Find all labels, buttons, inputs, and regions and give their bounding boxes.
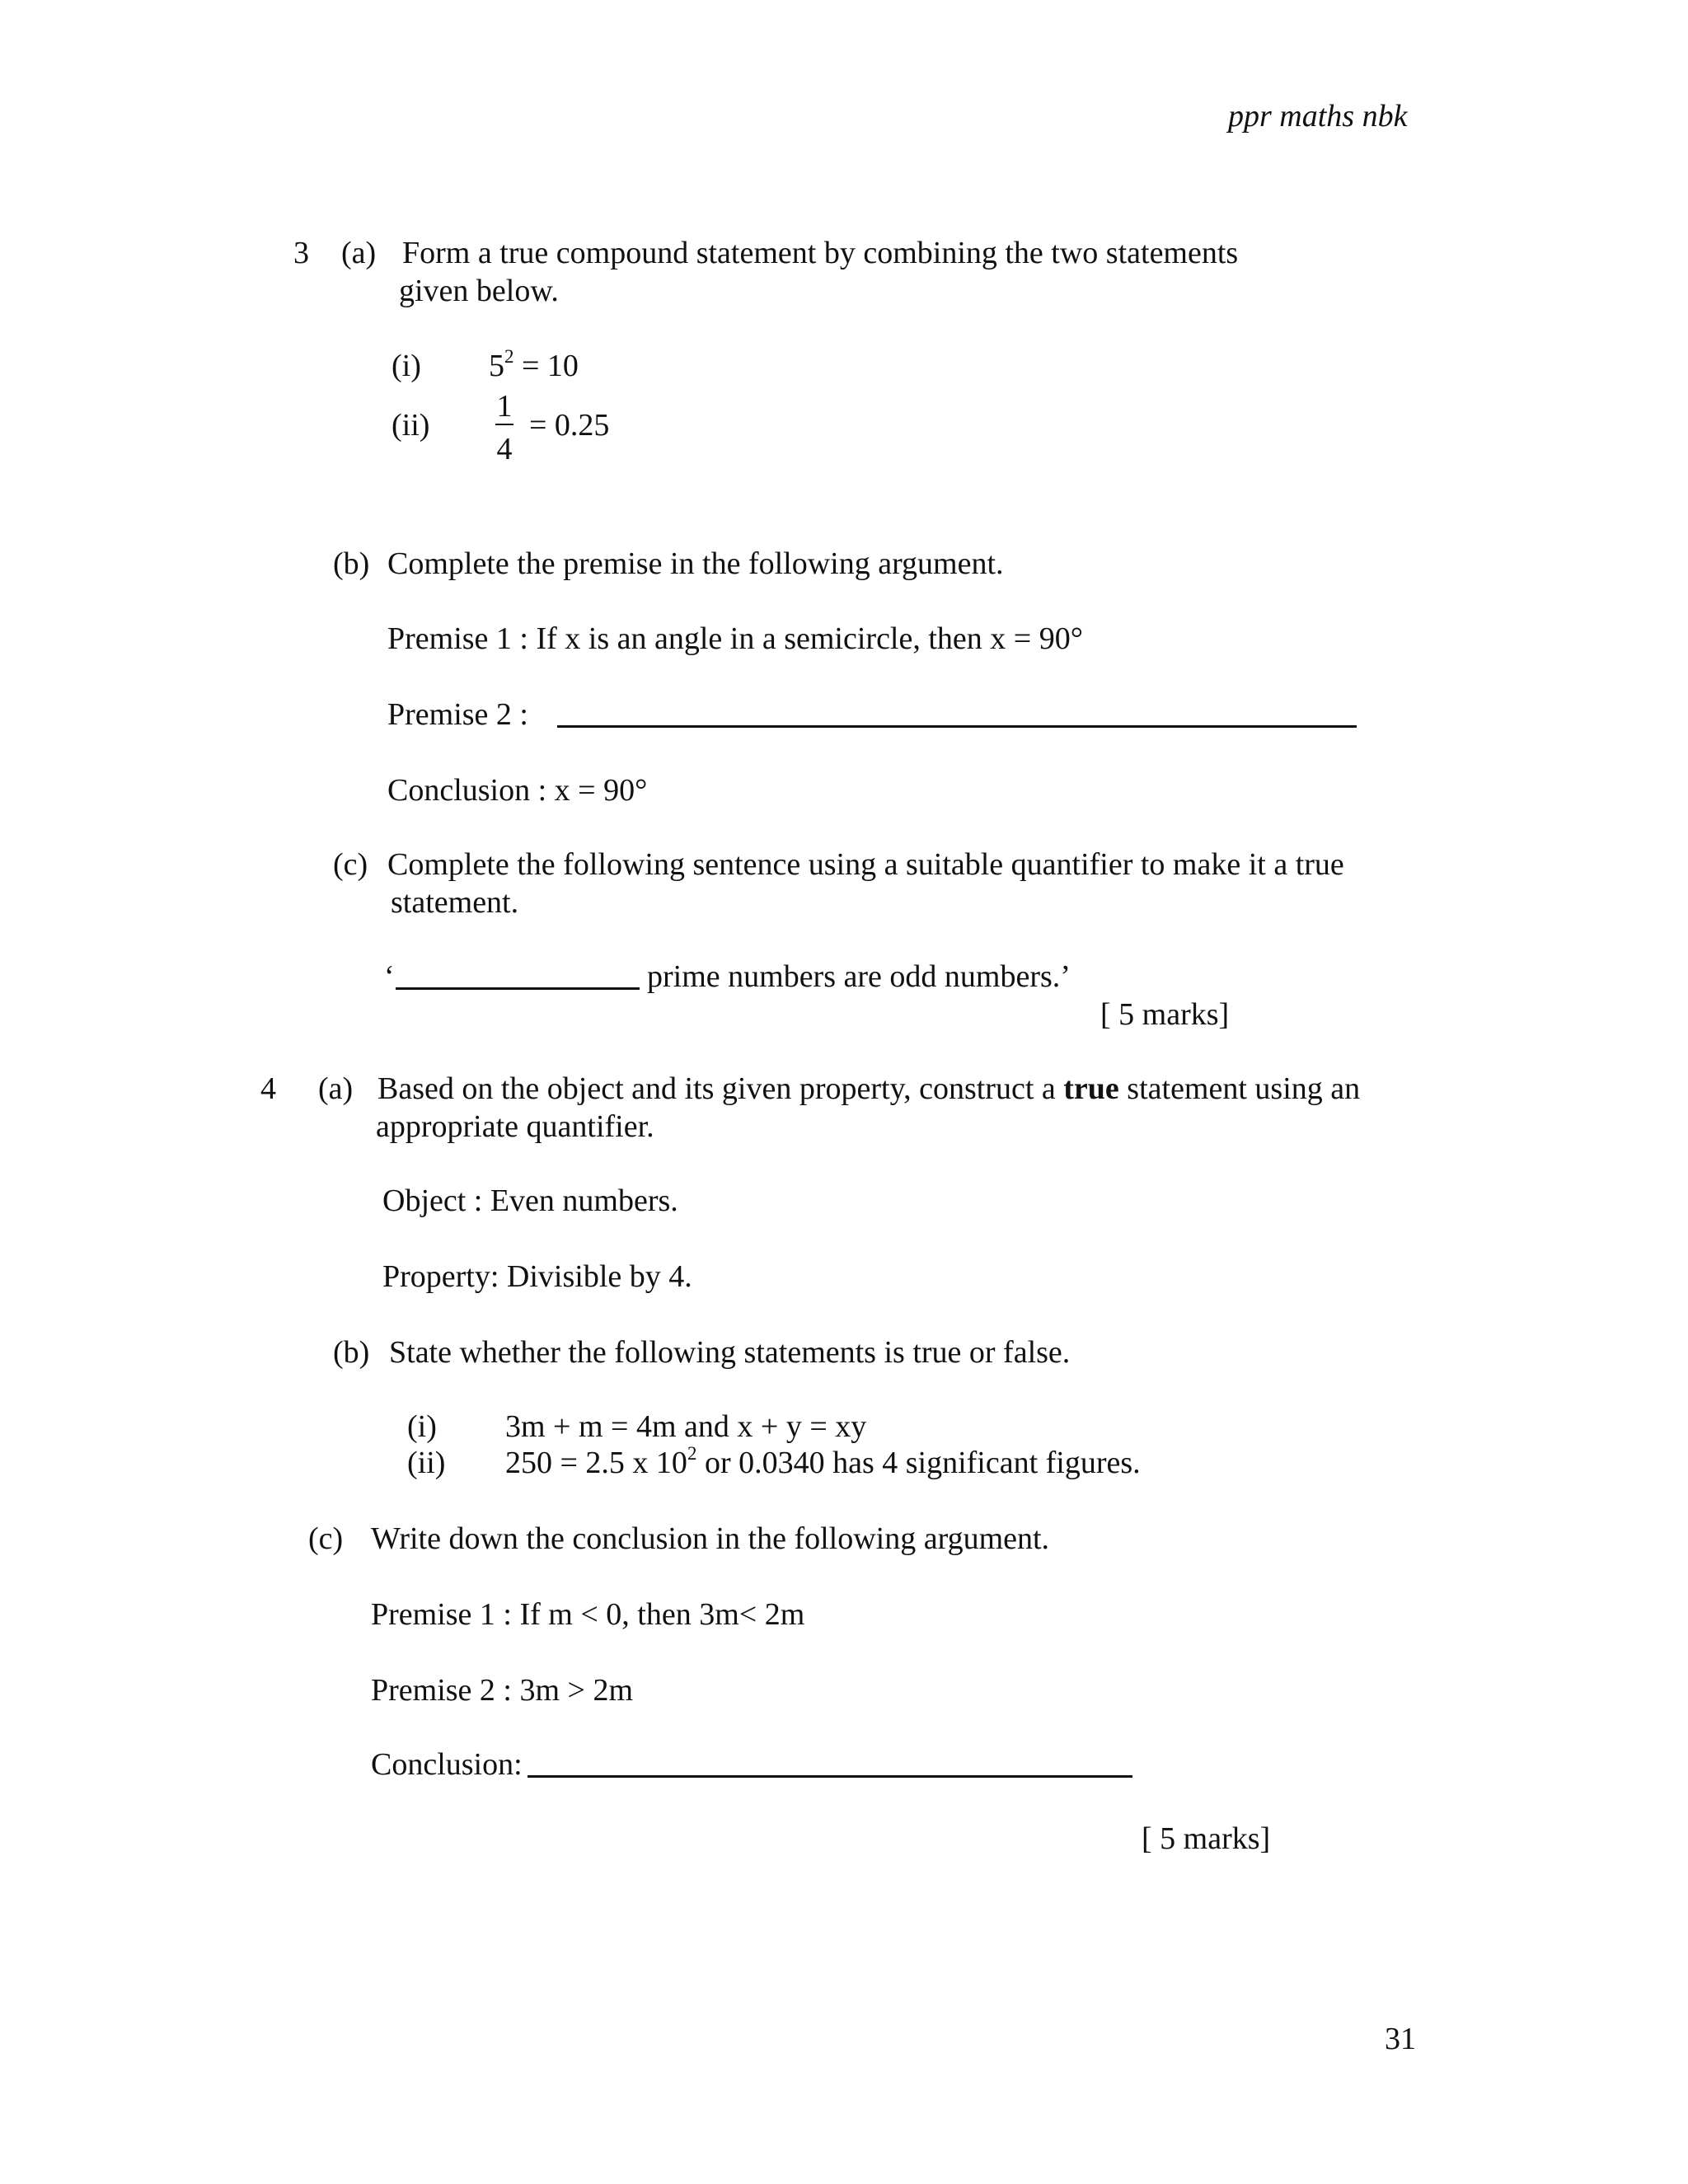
q4b-item-ii-pre: 250 = 2.5 x 10 xyxy=(505,1446,687,1480)
q4-marks: [ 5 marks] xyxy=(1142,1821,1271,1856)
q3-marks: [ 5 marks] xyxy=(1100,997,1230,1032)
q3c-label: (c) xyxy=(333,847,368,882)
q4a-text-line2: appropriate quantifier. xyxy=(376,1109,654,1144)
q3a-item-ii-rest: = 0.25 xyxy=(529,408,610,443)
q3a-item-ii-fraction-bar xyxy=(495,424,513,425)
q4a-label: (a) xyxy=(318,1071,354,1106)
q3b-conclusion: Conclusion : x = 90° xyxy=(387,773,648,808)
q3b-label: (b) xyxy=(333,546,370,581)
running-header: ppr maths nbk xyxy=(1228,99,1408,134)
q4b-item-i-text: 3m + m = 4m and x + y = xy xyxy=(505,1409,867,1444)
q3b-premise-2-answer-line xyxy=(557,725,1357,728)
q4b-item-ii-post: or 0.0340 has 4 significant figures. xyxy=(696,1446,1141,1480)
q3c-text-line2: statement. xyxy=(391,885,519,920)
q4a-text-line1 xyxy=(377,1073,1360,1104)
q3a-item-ii-denominator: 4 xyxy=(496,432,513,466)
q3c-text-line1: Complete the following sentence using a suitable quantifier to make it a true xyxy=(387,847,1344,882)
q3a-text-line1: Form a true compound statement by combining the two statements xyxy=(402,236,1239,270)
page-number: 31 xyxy=(1385,2022,1416,2056)
q4a-text-post: statement using an xyxy=(1118,1071,1361,1106)
question-4-number: 4 xyxy=(260,1071,276,1106)
q4c-premise-2: Premise 2 : 3m > 2m xyxy=(371,1673,634,1708)
q4a-text-bold: true xyxy=(1063,1071,1119,1106)
q4b-text: State whether the following statements is true or false. xyxy=(389,1335,1071,1370)
q3a-text-line2: given below. xyxy=(399,274,559,308)
q3a-item-ii-label: (ii) xyxy=(392,408,430,443)
q4b-item-i-label: (i) xyxy=(407,1409,437,1444)
q3a-item-i-base: 5 xyxy=(489,349,504,383)
q3b-premise-1: Premise 1 : If x is an angle in a semicircle, then x = 90° xyxy=(387,621,1083,656)
q4a-text-pre: Based on the object and its given property, construct a xyxy=(377,1071,1064,1106)
q3b-text: Complete the premise in the following argument. xyxy=(387,546,1004,581)
q3c-open-quote: ‘ xyxy=(384,959,395,994)
q4c-premise-1: Premise 1 : If m < 0, then 3m< 2m xyxy=(371,1597,805,1632)
q3a-item-i-label: (i) xyxy=(392,349,421,383)
q4b-item-ii-exponent: 2 xyxy=(687,1443,697,1464)
q4b-label: (b) xyxy=(333,1335,370,1370)
q3a-item-i-rest: = 10 xyxy=(513,349,579,383)
q4c-text: Write down the conclusion in the following argument. xyxy=(371,1521,1050,1556)
q4b-item-ii-label: (ii) xyxy=(407,1446,446,1480)
q3a-item-i-exponent: 2 xyxy=(504,346,514,367)
q4b-item-ii-text xyxy=(505,1443,1141,1480)
q3c-quantifier-answer-line xyxy=(396,987,640,990)
q4c-conclusion-label: Conclusion: xyxy=(371,1747,523,1782)
q4c-label: (c) xyxy=(308,1521,344,1556)
q3c-sentence: prime numbers are odd numbers.’ xyxy=(647,959,1071,994)
q3a-item-i-expression xyxy=(489,346,579,383)
question-3-number: 3 xyxy=(293,236,309,270)
q4c-conclusion-answer-line xyxy=(528,1775,1132,1778)
q3b-premise-2-label: Premise 2 : xyxy=(387,697,528,732)
q4a-object: Object : Even numbers. xyxy=(382,1183,678,1218)
q4a-property: Property: Divisible by 4. xyxy=(382,1259,692,1294)
q3a-item-ii-numerator: 1 xyxy=(496,389,513,424)
q3a-label: (a) xyxy=(341,236,377,270)
